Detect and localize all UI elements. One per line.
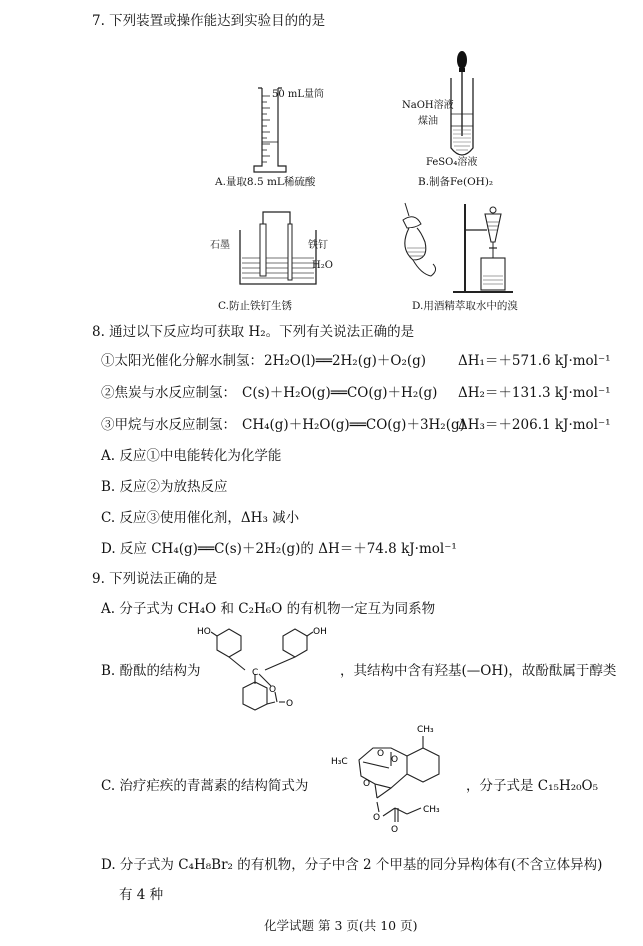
label-water: H₂O — [312, 260, 333, 271]
q8-option-a: A. 反应①中电能转化为化学能 — [101, 448, 282, 464]
caption-a: A.量取8.5 mL稀硫酸 — [215, 176, 316, 188]
artemisinin-o-5: O — [391, 825, 399, 835]
q9-option-c-suffix: ，分子式是 C₁₅H₂₀O₅ — [466, 778, 599, 794]
phenol-carbonyl-o: O — [286, 699, 294, 709]
q8-reaction-3-dh: ΔH₃＝＋206.1 kJ·mol⁻¹ — [458, 417, 611, 433]
artemisinin-o-1: O — [377, 749, 385, 759]
label-graphite: 石墨 — [210, 240, 230, 251]
artemisinin-o-4: O — [373, 813, 381, 823]
q9-option-d-line2: 有 4 种 — [119, 887, 164, 903]
q8-reaction-2-equation: C(s)＋H₂O(g)══CO(g)＋H₂(g) — [242, 385, 438, 401]
caption-b: B.制备Fe(OH)₂ — [418, 176, 494, 188]
label-naoh-solution: NaOH溶液 — [402, 100, 454, 111]
phenol-ring-o: O — [269, 685, 277, 695]
label-50ml-cylinder: 50 mL量筒 — [272, 89, 325, 100]
q8-option-b: B. 反应②为放热反应 — [101, 479, 228, 495]
q9-option-b-prefix: B. 酚酞的结构为 — [101, 663, 201, 679]
q8-reaction-1-equation: 2H₂O(l)══2H₂(g)＋O₂(g) — [264, 353, 427, 369]
figure-d-separatory-funnel — [395, 198, 520, 298]
q7-stem: 7. 下列装置或操作能达到实验目的的是 — [92, 13, 326, 29]
q8-option-d: D. 反应 CH₄(g)══C(s)＋2H₂(g)的 ΔH＝＋74.8 kJ·mol⁻¹ — [101, 541, 457, 557]
caption-d: D.用酒精萃取水中的溴 — [412, 300, 518, 312]
q8-reaction-1-name: ①太阳光催化分解水制氢： — [101, 353, 263, 369]
q9-stem: 9. 下列说法正确的是 — [92, 571, 218, 587]
artemisinin-ch3-top: CH₃ — [417, 725, 434, 735]
q9-option-b-suffix: ，其结构中含有羟基(—OH)，故酚酞属于醇类 — [340, 663, 617, 679]
q9-option-a: A. 分子式为 CH₄O 和 C₂H₆O 的有机物一定互为同系物 — [101, 601, 436, 617]
q8-reaction-1-dh: ΔH₁＝＋571.6 kJ·mol⁻¹ — [458, 353, 611, 369]
phenol-ho-label: HO — [197, 627, 211, 637]
artemisinin-ch3-side: CH₃ — [423, 805, 440, 815]
q8-reaction-2-name: ②焦炭与水反应制氢： — [101, 385, 236, 401]
q8-stem: 8. 通过以下反应均可获取 H₂。下列有关说法正确的是 — [92, 324, 415, 340]
caption-c: C.防止铁钉生锈 — [218, 300, 292, 312]
artemisinin-structure — [315, 722, 465, 837]
phenolphthalein-structure — [195, 622, 345, 727]
q9-option-c-prefix: C. 治疗疟疾的青蒿素的结构简式为 — [101, 778, 309, 794]
phenol-center-c: C — [252, 668, 259, 678]
q8-reaction-2-dh: ΔH₂＝＋131.3 kJ·mol⁻¹ — [458, 385, 611, 401]
q8-option-c: C. 反应③使用催化剂，ΔH₃ 减小 — [101, 510, 300, 526]
artemisinin-h3c: H₃C — [331, 757, 348, 767]
artemisinin-o-2: O — [391, 755, 399, 765]
phenol-oh-label: OH — [313, 627, 327, 637]
q8-reaction-3-equation: CH₄(g)＋H₂O(g)══CO(g)＋3H₂(g) — [242, 417, 465, 433]
q9-option-d-line1: D. 分子式为 C₄H₈Br₂ 的有机物，分子中含 2 个甲基的同分异构体有(不含立体异构) — [101, 857, 603, 873]
page-footer: 化学试题 第 3 页(共 10 页) — [264, 918, 418, 933]
q8-reaction-3-name: ③甲烷与水反应制氢： — [101, 417, 236, 433]
artemisinin-o-3: O — [363, 779, 371, 789]
label-iron-nail: 铁钉 — [308, 240, 328, 251]
label-kerosene: 煤油 — [418, 116, 438, 127]
label-feso4-solution: FeSO₄溶液 — [426, 157, 478, 168]
